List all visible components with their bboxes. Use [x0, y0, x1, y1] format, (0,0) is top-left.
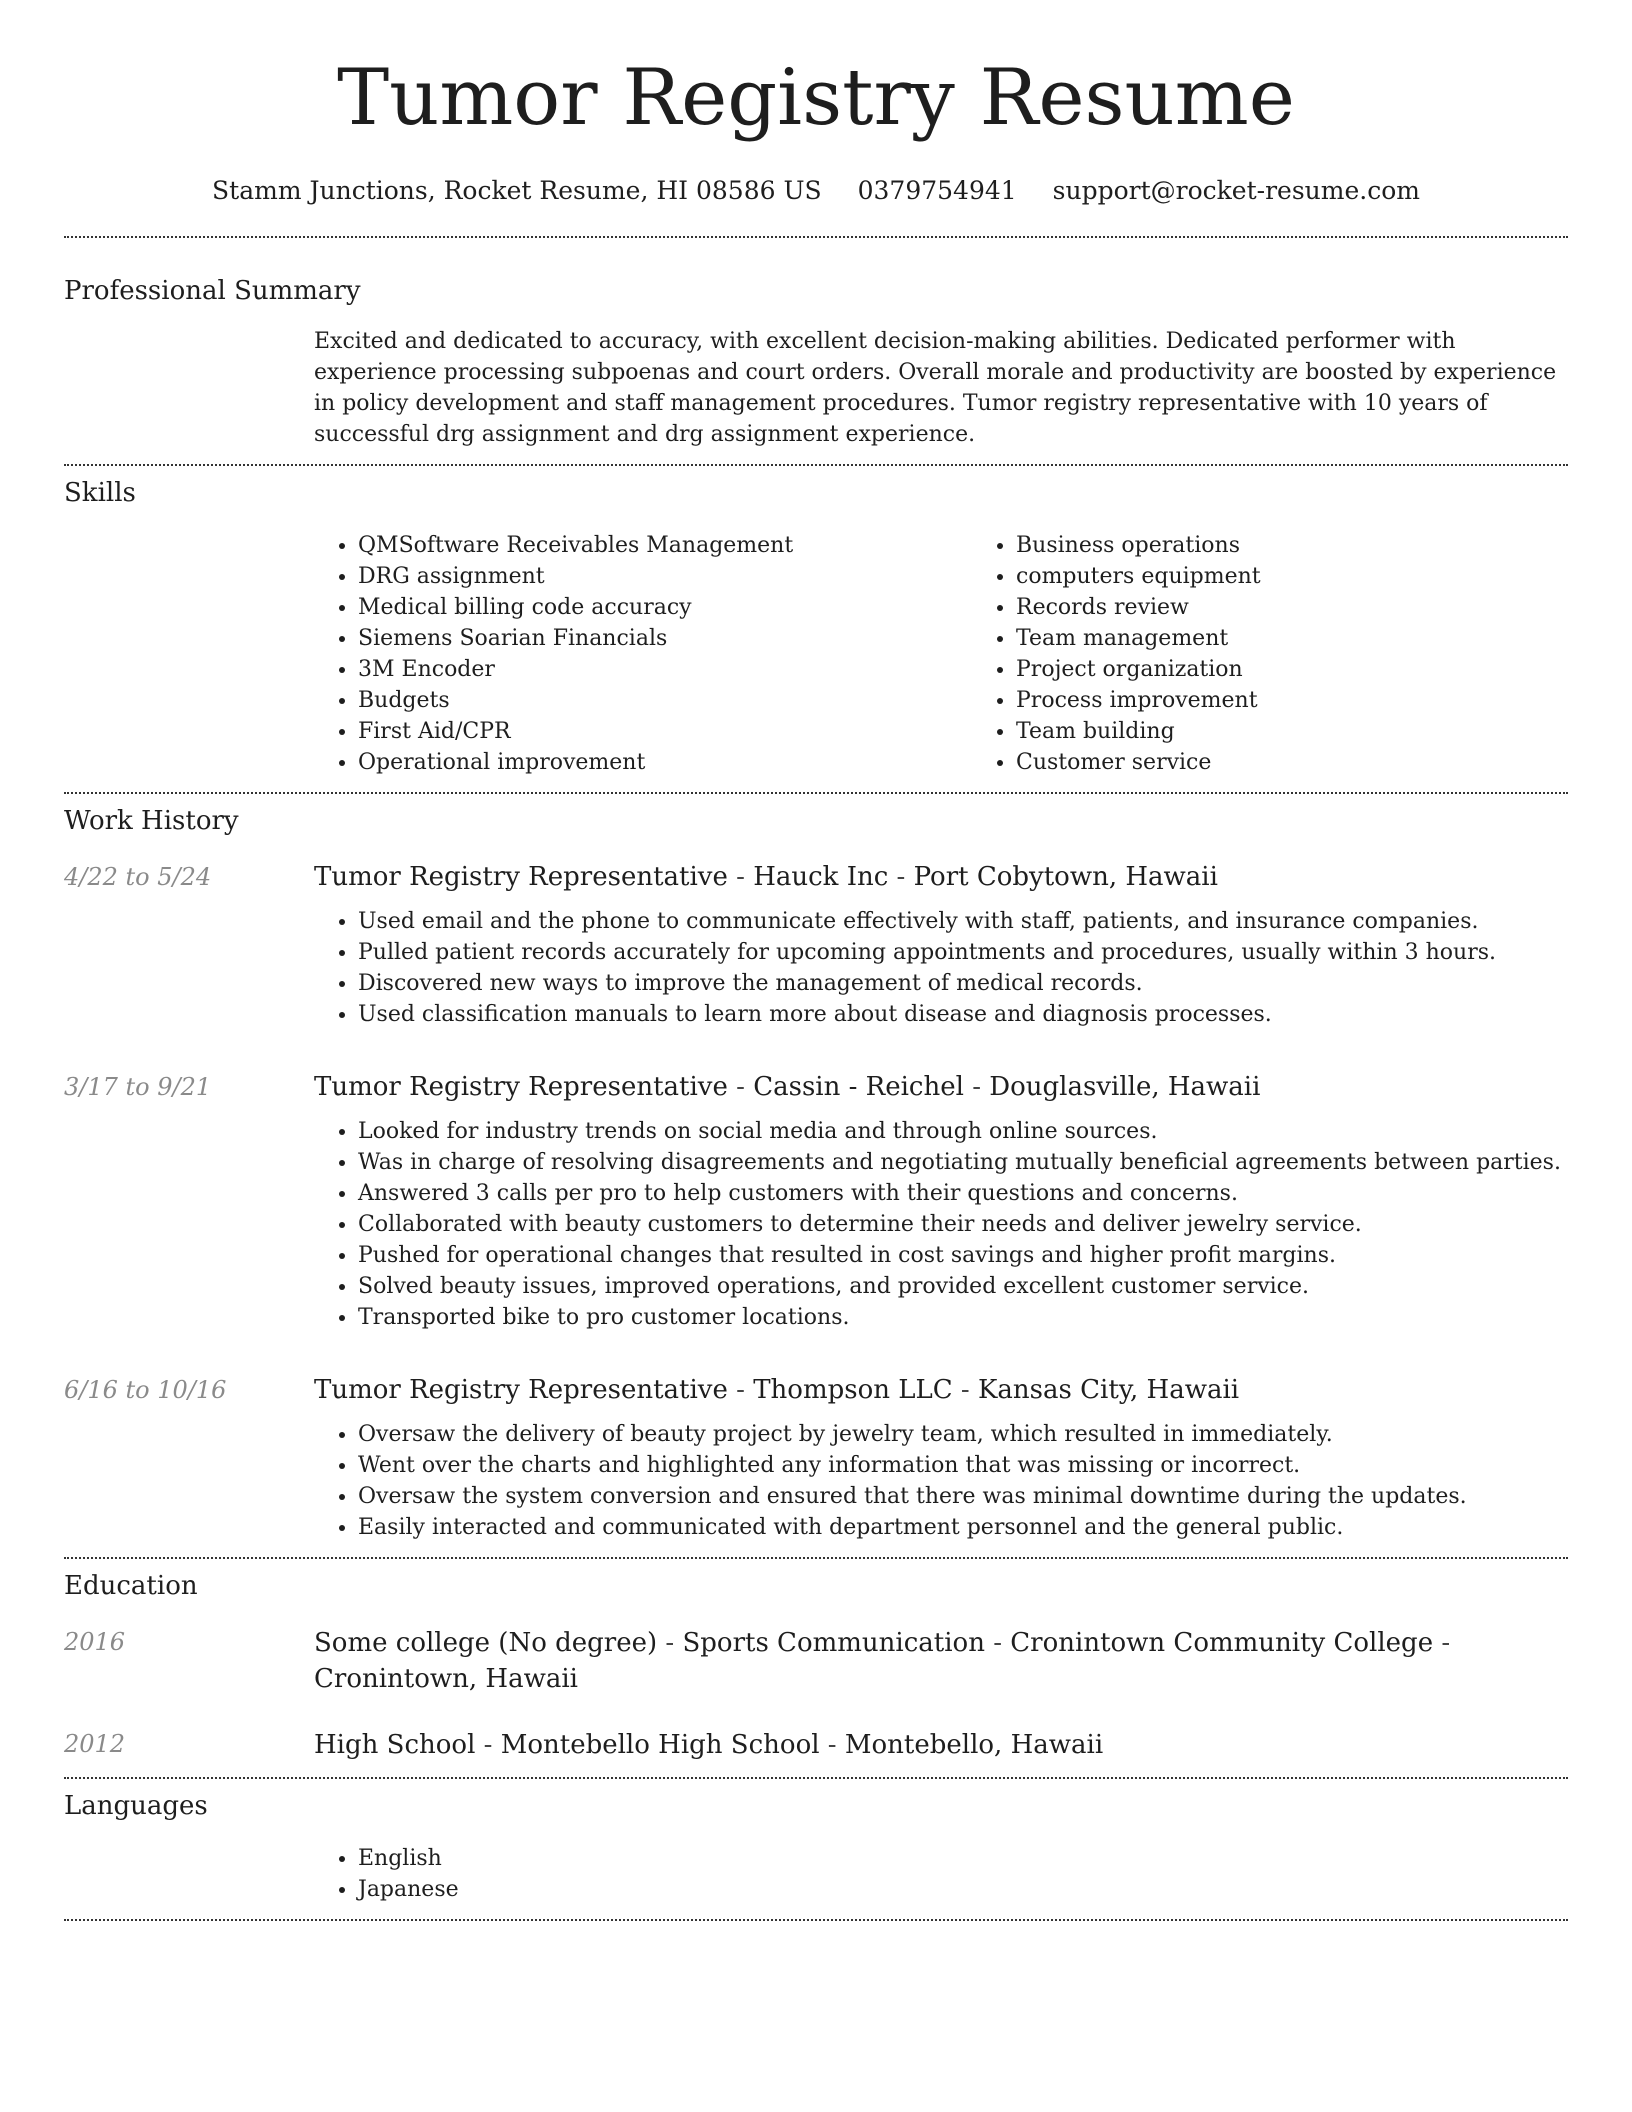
job-title: Tumor Registry Representative [314, 862, 728, 892]
job-entry [64, 860, 1568, 1030]
separator: - [727, 1375, 754, 1405]
separator: - [952, 1375, 978, 1405]
separator: - [475, 1730, 501, 1760]
job-bullet: • Used email and the phone to communicate effectively with staff, patients, and insurance companies. [358, 906, 1568, 937]
section-heading-languages: Languages [64, 1791, 208, 1821]
skill-item: • Siemens Soarian Financials [358, 623, 972, 654]
job-bullet: • Discovered new ways to improve the management of medical records. [358, 968, 1568, 999]
separator: - [819, 1730, 845, 1760]
separator: - [888, 862, 914, 892]
education-location: Montebello, Hawaii [844, 1730, 1104, 1760]
job-bullets [314, 1419, 1568, 1543]
job-title: Tumor Registry Representative [314, 1375, 728, 1405]
job-bullet: • Collaborated with beauty customers to determine their needs and deliver jewelry service. [358, 1209, 1568, 1240]
separator: - [963, 1072, 990, 1102]
skill-item: • Records review [1016, 592, 1630, 623]
job-heading [314, 860, 1568, 894]
separator: - [984, 1628, 1011, 1658]
education-entry [64, 1727, 1568, 1763]
education-school: Cronintown Community College [1010, 1628, 1434, 1658]
job-bullet: • Pulled patient records accurately for upcoming appointments and procedures, usually within 3 hours. [358, 937, 1568, 968]
skills-section [64, 466, 1568, 778]
skill-item: • QMSoftware Receivables Management [358, 530, 972, 561]
separator: - [727, 862, 754, 892]
skills-list-left [314, 530, 972, 778]
education-entry [64, 1625, 1568, 1697]
job-heading [314, 1070, 1568, 1104]
summary-section [64, 238, 1568, 450]
job-location: Port Cobytown, Hawaii [913, 862, 1218, 892]
job-bullet: • Went over the charts and highlighted any information that was missing or incorrect. [358, 1450, 1568, 1481]
skill-item: • Business operations [1016, 530, 1630, 561]
skill-item: • Customer service [1016, 747, 1630, 778]
job-bullets [314, 1116, 1568, 1333]
job-company: Thompson LLC [753, 1375, 953, 1405]
work-section [64, 794, 1568, 1543]
skill-item: • Team management [1016, 623, 1630, 654]
contact-phone: 0379754941 [857, 176, 1017, 205]
job-bullet: • Answered 3 calls per pro to help customers with their questions and concerns. [358, 1178, 1568, 1209]
languages-list [314, 1843, 1568, 1905]
job-bullet: • Used classification manuals to learn more about disease and diagnosis processes. [358, 999, 1568, 1030]
job-bullets [314, 906, 1568, 1030]
job-bullet: • Was in charge of resolving disagreements and negotiating mutually beneficial agreements between parties. [358, 1147, 1568, 1178]
skill-item: • Process improvement [1016, 685, 1630, 716]
separator: - [657, 1628, 683, 1658]
resume-title: Tumor Registry Resume [337, 53, 1295, 143]
language-item: • Japanese [358, 1874, 1568, 1905]
job-bullet: • Pushed for operational changes that resulted in cost savings and higher profit margins. [358, 1240, 1568, 1271]
separator: - [1433, 1628, 1451, 1658]
job-company: Cassin - Reichel [753, 1072, 964, 1102]
education-heading [314, 1727, 1568, 1763]
job-company: Hauck Inc [753, 862, 889, 892]
job-location: Douglasville, Hawaii [989, 1072, 1261, 1102]
contact-address: Stamm Junctions, Rocket Resume, HI 08586 US [212, 176, 822, 205]
job-title: Tumor Registry Representative [314, 1072, 728, 1102]
skill-item: • computers equipment [1016, 561, 1630, 592]
job-bullet: • Easily interacted and communicated with department personnel and the general public. [358, 1512, 1568, 1543]
contact-email: support@rocket-resume.com [1052, 176, 1420, 205]
job-heading [314, 1373, 1568, 1407]
education-heading [314, 1625, 1568, 1697]
section-heading-education: Education [64, 1571, 198, 1601]
education-degree: Some college (No degree) [314, 1628, 658, 1658]
skill-item: • Budgets [358, 685, 972, 716]
education-school: Montebello High School [500, 1730, 820, 1760]
skill-item: • DRG assignment [358, 561, 972, 592]
section-heading-skills: Skills [64, 478, 136, 508]
summary-text: Excited and dedicated to accuracy, with excellent decision-making abilities. Dedicated performer with experience processing subpoenas and court orders. Overall morale and productivity are boosted by experience in policy development and staff management procedures. Tumor registry representative with 10 years of successful drg assignment and drg assignment experience. [314, 329, 1557, 447]
job-bullet: • Transported bike to pro customer locations. [358, 1302, 1568, 1333]
education-year: 2012 [64, 1730, 126, 1758]
education-year: 2016 [64, 1628, 126, 1656]
job-bullet: • Solved beauty issues, improved operations, and provided excellent customer service. [358, 1271, 1568, 1302]
contact-line [64, 168, 1568, 214]
skill-item: • Project organization [1016, 654, 1630, 685]
divider [64, 1919, 1568, 1921]
skill-item: • Operational improvement [358, 747, 972, 778]
languages-section [64, 1779, 1568, 1905]
skills-list-right [972, 530, 1630, 778]
skill-item: • Medical billing code accuracy [358, 592, 972, 623]
education-degree: High School [314, 1730, 476, 1760]
job-bullet: • Oversaw the delivery of beauty project by jewelry team, which resulted in immediately. [358, 1419, 1568, 1450]
skill-item: • 3M Encoder [358, 654, 972, 685]
job-dates: 6/16 to 10/16 [64, 1376, 227, 1404]
job-bullet: • Looked for industry trends on social media and through online sources. [358, 1116, 1568, 1147]
skill-item: • First Aid/CPR [358, 716, 972, 747]
job-location: Kansas City, Hawaii [978, 1375, 1240, 1405]
job-entry [64, 1373, 1568, 1543]
job-dates: 4/22 to 5/24 [64, 863, 212, 891]
education-section [64, 1559, 1568, 1763]
separator: - [727, 1072, 754, 1102]
job-bullet: • Oversaw the system conversion and ensured that there was minimal downtime during the updates. [358, 1481, 1568, 1512]
education-field: Sports Communication [682, 1628, 985, 1658]
education-location: Cronintown, Hawaii [314, 1664, 578, 1694]
language-item: • English [358, 1843, 1568, 1874]
section-heading-work: Work History [64, 806, 239, 836]
skill-item: • Team building [1016, 716, 1630, 747]
job-entry [64, 1070, 1568, 1333]
job-dates: 3/17 to 9/21 [64, 1073, 212, 1101]
section-heading-summary: Professional Summary [64, 276, 361, 306]
